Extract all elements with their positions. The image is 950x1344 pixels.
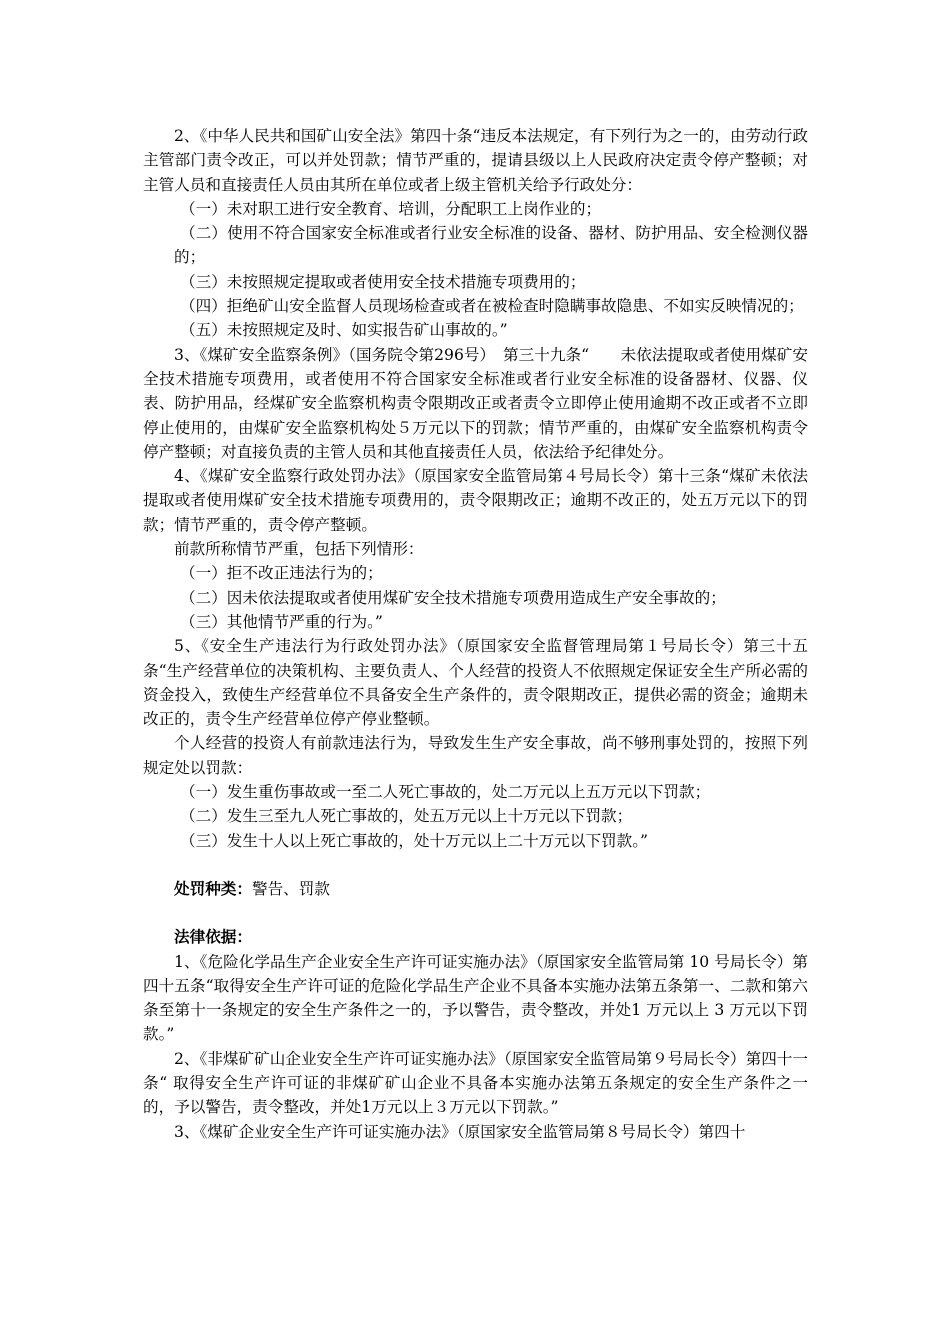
spacer [143, 901, 808, 925]
paragraph-safety-violation-measures: 5、《安全生产违法行为行政处罚办法》（原国家安全监督管理局第１号局长令）第三十五条“生产经营单位的决策机构、主要负责人、个人经营的投资人不依照规定保证安全生产所必需的资金投入，致使生产经营单位不具备安全生产条件的，责令限期改正，提供必需的资金；逾期未改正的，责令生产经营单位停产停业整顿。 [143, 637, 808, 729]
list-item: （三）发生十人以上死亡事故的，处十万元以上二十万元以下罚款。” [180, 831, 648, 850]
legal-basis-line [143, 925, 808, 949]
list-item: （四）拒绝矿山安全监督人员现场检查或者在被检查时隐瞒事故隐患、不如实反映情况的； [180, 297, 804, 316]
list-item: （三）未按照规定提取或者使用安全技术措施专项费用的； [180, 272, 586, 291]
list-item: （一）未对职工进行安全教育、培训，分配职工上岗作业的； [180, 199, 602, 218]
legal-basis-label: 法律依据： [174, 927, 252, 947]
paragraph-non-coal-mine: 2、《非煤矿矿山企业安全生产许可证实施办法》（原国家安全监管局第９号局长令）第四十一条“ 取得安全生产许可证的非煤矿矿山企业不具备本实施办法第五条规定的安全生产条件之一的，予以警告，责令整改，并处1万元以上３万元以下罚款。” [143, 1049, 808, 1117]
paragraph-coal-mine-license: 3、《煤矿企业安全生产许可证实施办法》（原国家安全监管局第８号局长令）第四十 [174, 1122, 746, 1141]
penalty-type-value: 警告、罚款 [251, 879, 330, 898]
list-item: （五）未按照规定及时、如实报告矿山事故的。” [180, 321, 508, 340]
list-item: （一）发生重伤事故或一至二人死亡事故的，处二万元以上五万元以下罚款； [180, 783, 711, 802]
paragraph-individual-investor: 个人经营的投资人有前款违法行为，导致发生生产安全事故，尚不够刑事处罚的，按照下列规定处以罚款： [143, 734, 808, 777]
list-item: （二）因未依法提取或者使用煤矿安全技术措施专项费用造成生产安全事故的； [180, 588, 726, 607]
paragraph-hazardous-chemicals: 1、《危险化学品生产企业安全生产许可证实施办法》（原国家安全监管局第 10 号局长令）第四十五条“取得安全生产许可证的危险化学品生产企业不具备本实施办法第五条第一、二款和第六条至第十一条规定的安全生产条件之一的，予以警告，责令整改，并处1 万元以上 3 万元以下罚款。” [143, 952, 808, 1044]
penalty-type-line [143, 877, 808, 901]
list-item: （二）发生三至九人死亡事故的，处五万元以上十万元以下罚款； [180, 807, 633, 826]
paragraph-mine-safety-law: 2、《中华人民共和国矿山安全法》第四十条“违反本法规定，有下列行为之一的，由劳动行政主管部门责令改正，可以并处罚款；情节严重的，提请县级以上人民政府决定责令停产整顿；对主管人员和直接责任人员由其所在单位或者上级主管机关给予行政处分： [143, 127, 808, 194]
list-item: （一）拒不改正违法行为的； [180, 564, 383, 583]
document-page [143, 124, 808, 1144]
spacer [143, 853, 808, 877]
paragraph-serious-circumstances: 前款所称情节严重，包括下列情形： [174, 540, 424, 559]
paragraph-coal-mine-regulation: 3、《煤矿安全监察条例》（国务院令第296号） 第三十九条“ 未依法提取或者使用煤矿安全技术措施专项费用，或者使用不符合国家安全标准或者行业安全标准的设备器材、仪器、仪表、防护用品，经煤矿安全监察机构责令限期改正或者责令立即停止使用逾期不改正或者不立即停止使用的，由煤矿安全监察机构处５万元以下的罚款；情节严重的，由煤矿安全监察机构责令停产整顿；对直接负责的主管人员和其他直接责任人员，依法给予纪律处分。 [143, 345, 808, 461]
list-item: （二）使用不符合国家安全标准或者行业安全标准的设备、器材、防护用品、安全检测仪器的； [174, 224, 808, 267]
paragraph-coal-mine-penalty-measures: 4、《煤矿安全监察行政处罚办法》（原国家安全监管局第４号局长令）第十三条“煤矿未依法提取或者使用煤矿安全技术措施专项费用的，责令限期改正；逾期不改正的，处五万元以下的罚款；情节严重的，责令停产整顿。 [143, 467, 808, 534]
penalty-type-label: 处罚种类： [174, 878, 252, 898]
list-item: （三）其他情节严重的行为。” [180, 612, 383, 631]
